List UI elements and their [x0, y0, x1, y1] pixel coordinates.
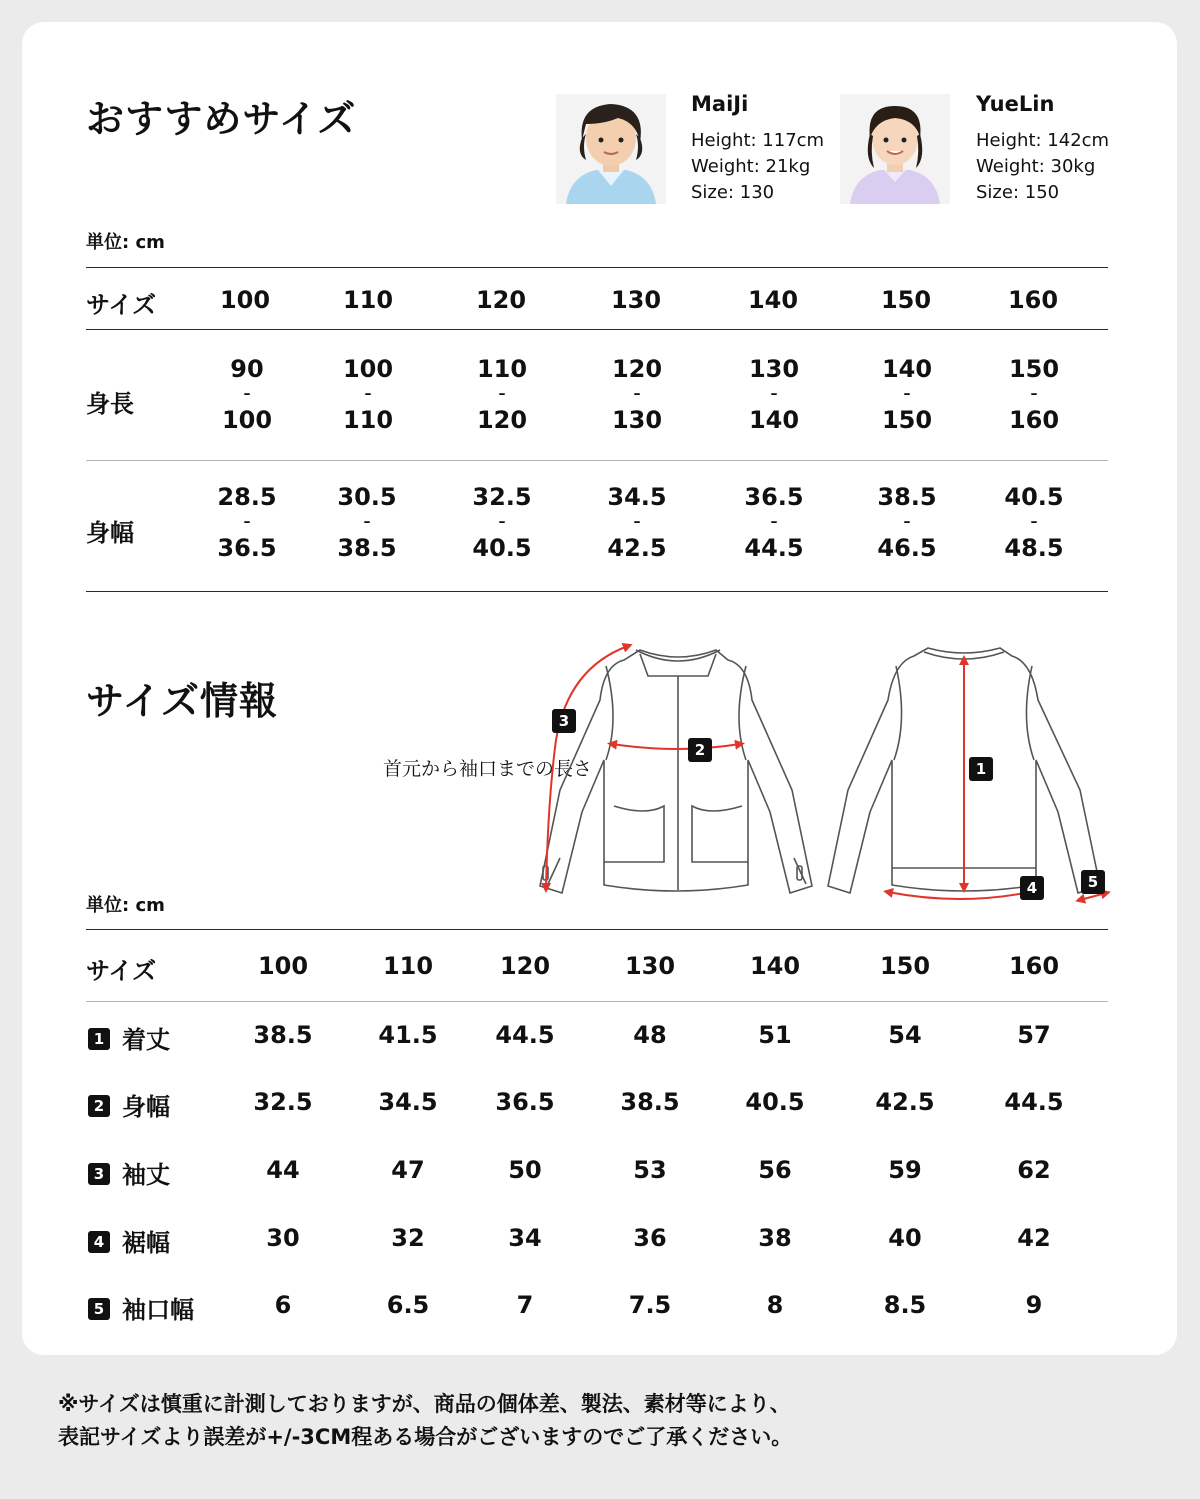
sleeve-value: 59 — [888, 1156, 922, 1184]
cuff-value: 9 — [1025, 1291, 1043, 1319]
divider — [86, 929, 1108, 930]
marker-body-width: 2 — [688, 738, 712, 762]
row-label-cuff: 5 袖口幅 — [88, 1290, 194, 1325]
sleeve-value: 56 — [758, 1156, 792, 1184]
info-size-col: 100 — [257, 952, 309, 980]
size-info-title: サイズ情報 — [86, 679, 278, 723]
width-range: 32.5 – 40.5 — [472, 483, 532, 562]
sleeve-length-callout: 首元から袖口までの長さ — [383, 758, 593, 780]
width-range: 36.5 – 44.5 — [744, 483, 804, 562]
body-width-line — [612, 744, 740, 749]
body-width-value: 44.5 — [1004, 1088, 1064, 1116]
size-info-unit: 単位: cm — [86, 895, 165, 916]
cuff-value: 8.5 — [883, 1291, 927, 1319]
footnote-line-1: ※サイズは慎重に計測しておりますが、商品の個体差、製法、素材等により、 — [58, 1392, 791, 1416]
body-width-value: 36.5 — [495, 1088, 555, 1116]
height-range: 100 – 110 — [342, 355, 394, 434]
info-size-col: 110 — [382, 952, 434, 980]
model-weight-maiji: Weight: 21kg — [691, 156, 811, 177]
marker-cuff: 5 — [1081, 870, 1105, 894]
recommend-size-col: 160 — [1007, 286, 1059, 314]
height-range: 150 – 160 — [1008, 355, 1060, 434]
row-label-hem: 4 裾幅 — [88, 1223, 170, 1258]
length-value: 41.5 — [378, 1021, 438, 1049]
hem-value: 42 — [1017, 1224, 1051, 1252]
model-height-yuelin: Height: 142cm — [976, 130, 1110, 151]
recommend-title: おすすめサイズ — [86, 97, 357, 141]
marker-length: 1 — [969, 757, 993, 781]
info-size-col: 160 — [1008, 952, 1060, 980]
recommend-header-label: サイズ — [86, 291, 157, 319]
model-weight-yuelin: Weight: 30kg — [976, 156, 1096, 177]
cuff-value: 6.5 — [386, 1291, 430, 1319]
length-value: 38.5 — [253, 1021, 313, 1049]
recommend-size-col: 100 — [219, 286, 271, 314]
model-size-yuelin: Size: 150 — [976, 182, 1060, 203]
recommend-unit: 単位: cm — [86, 232, 165, 253]
model-height-maiji: Height: 117cm — [691, 130, 825, 151]
hem-value: 38 — [758, 1224, 792, 1252]
body-width-value: 32.5 — [253, 1088, 313, 1116]
height-range: 90 – 100 — [221, 355, 273, 434]
body-width-value: 40.5 — [745, 1088, 805, 1116]
recommend-size-col: 150 — [880, 286, 932, 314]
row-label-height: 身長 — [86, 390, 134, 418]
hem-value: 34 — [508, 1224, 542, 1252]
hem-value: 30 — [266, 1224, 300, 1252]
body-width-value: 42.5 — [875, 1088, 935, 1116]
length-value: 48 — [633, 1021, 667, 1049]
marker-hem: 4 — [1020, 876, 1044, 900]
info-size-col: 140 — [749, 952, 801, 980]
hem-value: 36 — [633, 1224, 667, 1252]
length-value: 44.5 — [495, 1021, 555, 1049]
recommend-size-col: 140 — [747, 286, 799, 314]
divider — [86, 1001, 1108, 1002]
cuff-width-line — [1080, 893, 1106, 900]
row-label-body-width: 2 身幅 — [88, 1087, 170, 1122]
length-value: 51 — [758, 1021, 792, 1049]
height-range: 140 – 150 — [881, 355, 933, 434]
body-width-value: 38.5 — [620, 1088, 680, 1116]
info-header-label: サイズ — [86, 957, 157, 985]
recommend-size-col: 110 — [342, 286, 394, 314]
sleeve-value: 62 — [1017, 1156, 1051, 1184]
hem-width-line — [888, 892, 1030, 899]
model-name-maiji: MaiJi — [691, 92, 749, 116]
model-name-yuelin: YueLin — [976, 92, 1055, 116]
info-size-col: 130 — [624, 952, 676, 980]
sleeve-value: 50 — [508, 1156, 542, 1184]
sleeve-value: 53 — [633, 1156, 667, 1184]
recommend-size-col: 120 — [475, 286, 527, 314]
jacket-front-drawing — [540, 650, 812, 893]
row-label-sleeve: 3 袖丈 — [88, 1155, 170, 1190]
sleeve-length-line — [546, 646, 628, 888]
height-range: 130 – 140 — [748, 355, 800, 434]
width-range: 40.5 – 48.5 — [1004, 483, 1064, 562]
cuff-value: 6 — [274, 1291, 292, 1319]
row-label-body-width: 身幅 — [86, 519, 134, 547]
height-range: 110 – 120 — [476, 355, 528, 434]
width-range: 28.5 – 36.5 — [217, 483, 277, 562]
width-range: 34.5 – 42.5 — [607, 483, 667, 562]
marker-sleeve: 3 — [552, 709, 576, 733]
cuff-value: 7 — [516, 1291, 534, 1319]
sleeve-value: 47 — [391, 1156, 425, 1184]
length-value: 57 — [1017, 1021, 1051, 1049]
row-label-length: 1 着丈 — [88, 1020, 170, 1055]
width-range: 38.5 – 46.5 — [877, 483, 937, 562]
hem-value: 32 — [391, 1224, 425, 1252]
model-size-maiji: Size: 130 — [691, 182, 775, 203]
info-size-col: 120 — [499, 952, 551, 980]
height-range: 120 – 130 — [611, 355, 663, 434]
recommend-size-col: 130 — [610, 286, 662, 314]
sleeve-value: 44 — [266, 1156, 300, 1184]
width-range: 30.5 – 38.5 — [337, 483, 397, 562]
hem-value: 40 — [888, 1224, 922, 1252]
cuff-value: 8 — [766, 1291, 784, 1319]
cuff-value: 7.5 — [628, 1291, 672, 1319]
info-size-col: 150 — [879, 952, 931, 980]
body-width-value: 34.5 — [378, 1088, 438, 1116]
length-value: 54 — [888, 1021, 922, 1049]
footnote-line-2: 表記サイズより誤差が+/-3CM程ある場合がございますのでご了承ください。 — [58, 1425, 793, 1449]
